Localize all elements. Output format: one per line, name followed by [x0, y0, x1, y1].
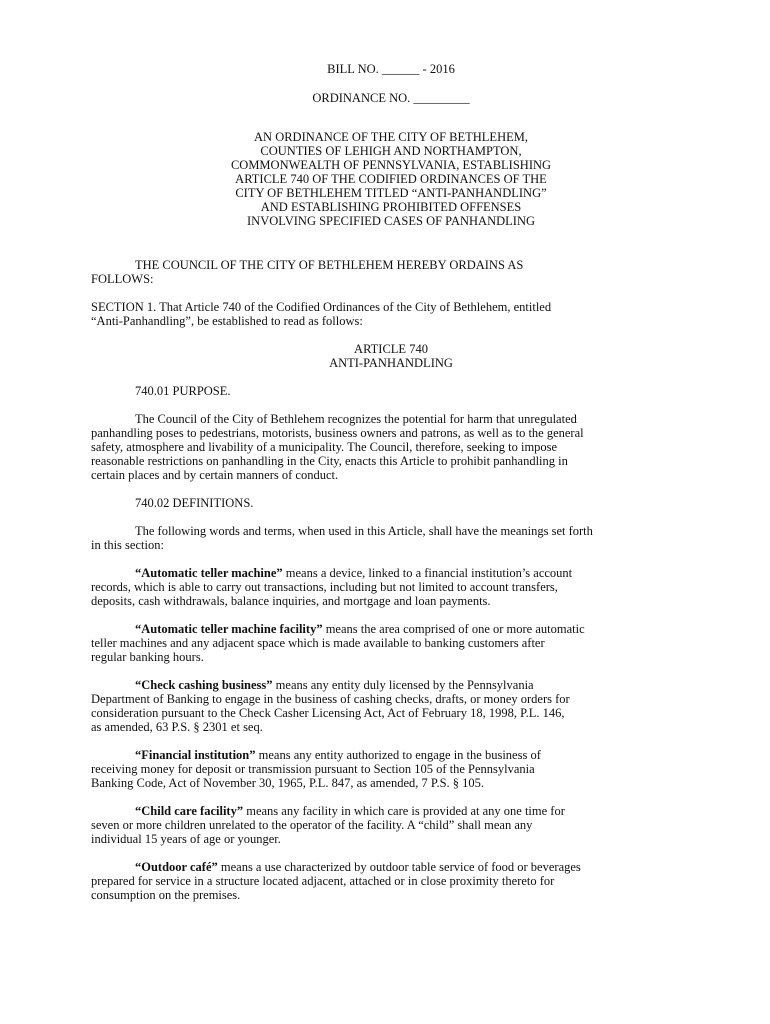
definition-text: means a device, linked to a financial institution’s account	[282, 566, 573, 580]
ordains-line: THE COUNCIL OF THE CITY OF BETHLEHEM HEREBY ORDAINS AS	[135, 258, 524, 272]
title-line: INVOLVING SPECIFIED CASES OF PANHANDLING	[247, 214, 535, 228]
section-1	[91, 300, 691, 328]
title-line: AN ORDINANCE OF THE CITY OF BETHLEHEM,	[254, 130, 528, 144]
definition-first-line	[91, 678, 691, 692]
title-line: COMMONWEALTH OF PENNSYLVANIA, ESTABLISHING	[230, 158, 552, 172]
definition-line: individual 15 years of age or younger.	[91, 832, 281, 846]
definition-line: consideration pursuant to the Check Casher Licensing Act, Act of February 18, 1998, P.L. 146,	[91, 706, 565, 720]
definition-line: Department of Banking to engage in the business of cashing checks, drafts, or money orders for	[91, 692, 570, 706]
definition-term: “Check cashing business”	[135, 678, 273, 692]
title-line: AND ESTABLISHING PROHIBITED OFFENSES	[260, 200, 522, 214]
article-number: ARTICLE 740	[354, 342, 428, 356]
article-heading	[91, 342, 691, 370]
ordains-line: FOLLOWS:	[91, 272, 154, 286]
definition-text: means a use characterized by outdoor table service of food or beverages	[217, 860, 581, 874]
title-line: ARTICLE 740 OF THE CODIFIED ORDINANCES OF THE	[235, 172, 547, 186]
article-name: ANTI-PANHANDLING	[329, 356, 453, 370]
definition-term: “Outdoor café”	[135, 860, 218, 874]
purpose-line: reasonable restrictions on panhandling in the City, enacts this Article to prohibit panhandling in	[91, 454, 568, 468]
purpose-line: The Council of the City of Bethlehem recognizes the potential for harm that unregulated	[135, 412, 577, 426]
title-line: COUNTIES OF LEHIGH AND NORTHAMPTON,	[260, 144, 522, 158]
definitions-heading: 740.02 DEFINITIONS.	[135, 496, 254, 510]
definition-text: means the area comprised of one or more automatic	[322, 622, 585, 636]
section-1-line: “Anti-Panhandling”, be established to read as follows:	[91, 314, 363, 328]
ordinance-title	[91, 130, 691, 228]
definition-line: teller machines and any adjacent space which is made available to banking customers after	[91, 636, 545, 650]
definitions-intro-line: The following words and terms, when used in this Article, shall have the meanings set forth	[135, 524, 593, 538]
definition-first-line	[91, 748, 691, 762]
definition-first-line	[91, 622, 691, 636]
definitions-intro	[91, 524, 691, 552]
definition-text: means any facility in which care is provided at any one time for	[243, 804, 565, 818]
ordinance-number: ORDINANCE NO. _________	[312, 91, 470, 105]
purpose-paragraph	[91, 412, 691, 482]
definition-child-care	[91, 804, 691, 846]
definitions-intro-line: in this section:	[91, 538, 164, 552]
definition-atm-facility	[91, 622, 691, 664]
definition-line: Banking Code, Act of November 30, 1965, P.L. 847, as amended, 7 P.S. § 105.	[91, 776, 485, 790]
section-1-line: SECTION 1. That Article 740 of the Codified Ordinances of the City of Bethlehem, entitled	[91, 300, 552, 314]
definition-first-line	[91, 566, 691, 580]
definition-outdoor-cafe	[91, 860, 691, 902]
definition-first-line	[91, 860, 691, 874]
definition-line: seven or more children unrelated to the operator of the facility. A “child” shall mean any	[91, 818, 533, 832]
definition-text: means any entity authorized to engage in the business of	[255, 748, 541, 762]
definition-line: deposits, cash withdrawals, balance inquiries, and mortgage and loan payments.	[91, 594, 491, 608]
purpose-heading: 740.01 PURPOSE.	[135, 384, 231, 398]
purpose-line: safety, atmosphere and livability of a municipality. The Council, therefore, seeking to impose	[91, 440, 558, 454]
definition-check-cashing	[91, 678, 691, 734]
definition-first-line	[91, 804, 691, 818]
definition-term: “Financial institution”	[135, 748, 256, 762]
bill-number: BILL NO. ______ - 2016	[327, 62, 455, 76]
title-line: CITY OF BETHLEHEM TITLED “ANTI-PANHANDLING”	[235, 186, 547, 200]
definition-line: regular banking hours.	[91, 650, 204, 664]
definition-atm	[91, 566, 691, 608]
definition-text: means any entity duly licensed by the Pennsylvania	[272, 678, 534, 692]
definition-line: receiving money for deposit or transmission pursuant to Section 105 of the Pennsylvania	[91, 762, 535, 776]
purpose-line: certain places and by certain manners of conduct.	[91, 468, 339, 482]
definition-line: consumption on the premises.	[91, 888, 241, 902]
purpose-line: panhandling poses to pedestrians, motorists, business owners and patrons, as well as to the general	[91, 426, 584, 440]
ordains-clause	[91, 258, 691, 286]
definition-term: “Child care facility”	[135, 804, 244, 818]
definition-line: as amended, 63 P.S. § 2301 et seq.	[91, 720, 263, 734]
definition-term: “Automatic teller machine facility”	[135, 622, 323, 636]
definition-financial-institution	[91, 748, 691, 790]
definition-term: “Automatic teller machine”	[135, 566, 283, 580]
definition-line: records, which is able to carry out transactions, including but not limited to account transfers,	[91, 580, 558, 594]
definition-line: prepared for service in a structure located adjacent, attached or in close proximity thereto for	[91, 874, 555, 888]
